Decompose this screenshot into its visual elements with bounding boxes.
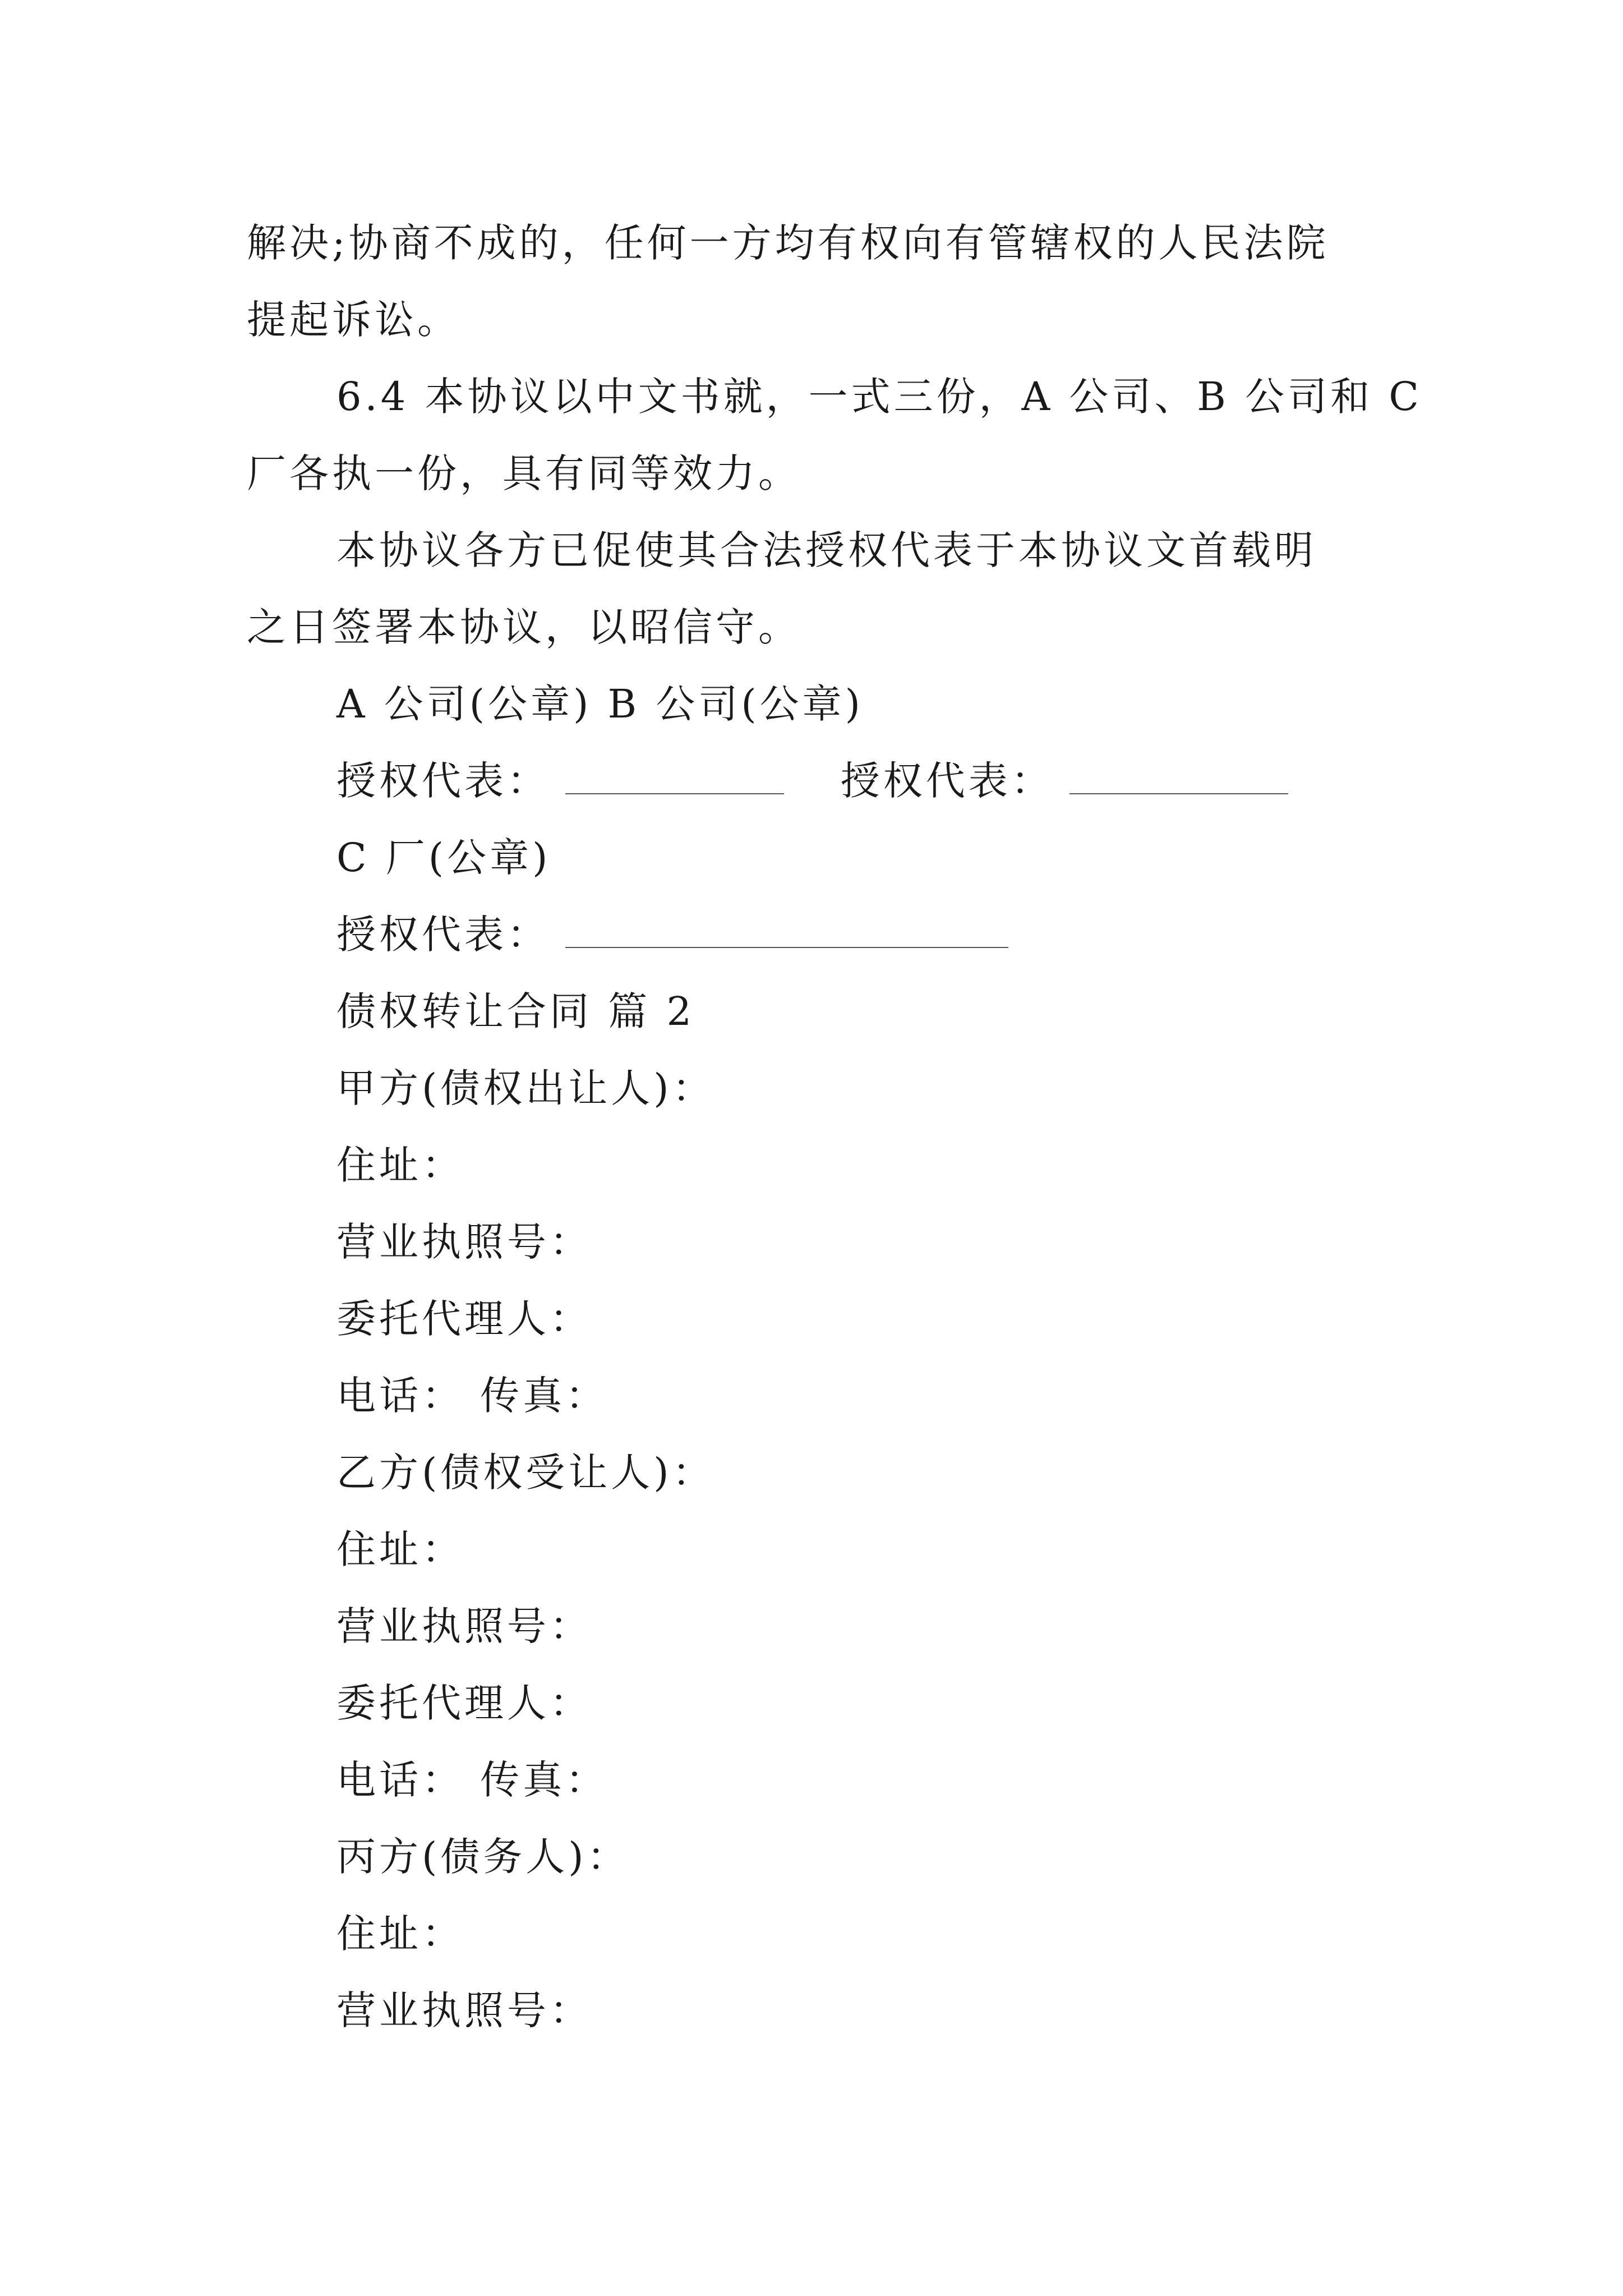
party-a-license: 营业执照号： [336,1219,592,1265]
party-a-agent: 委托代理人： [336,1296,592,1342]
signature-companies-ab: A 公司(公章) B 公司(公章) [336,681,864,727]
rep-label: 授权代表： [840,758,1054,804]
party-c-license: 营业执照号： [336,1987,592,2033]
party-b-agent: 委托代理人： [336,1680,592,1726]
party-a-address: 住址： [336,1142,464,1188]
party-c-title: 丙方(债务人)： [336,1834,630,1880]
signature-blank [565,912,1008,948]
rep-label: 授权代表： [336,758,550,804]
party-a-phone-fax: 电话： 传真： [336,1373,608,1419]
rep-label: 授权代表： [336,912,550,958]
paragraph-line: 本协议各方已促使其合法授权代表于本协议文首载明 [336,527,1317,573]
signature-rep-row [336,756,1288,806]
clause-6-4-line: 6.4 本协议以中文书就，一式三份，A 公司、B 公司和 C [336,374,1422,420]
party-b-address: 住址： [336,1526,464,1572]
party-a-title: 甲方(债权出让人)： [336,1065,715,1111]
signature-blank [565,758,784,794]
signature-rep-row [336,909,1008,960]
party-b-phone-fax: 电话： 传真： [336,1757,608,1803]
party-c-address: 住址： [336,1911,464,1957]
signature-factory-c: C 厂(公章) [336,835,551,881]
party-b-title: 乙方(债权受让人)： [336,1450,715,1496]
section-title: 债权转让合同 篇 2 [336,988,695,1034]
party-b-license: 营业执照号： [336,1603,592,1649]
paragraph-line: 之日签署本协议，以昭信守。 [247,604,801,650]
paragraph-line: 提起诉讼。 [247,297,460,343]
paragraph-line: 解决;协商不成的，任何一方均有权向有管辖权的人民法院 [247,220,1329,266]
paragraph-line: 厂各执一份，具有同等效力。 [247,450,801,496]
signature-blank [1069,758,1288,794]
